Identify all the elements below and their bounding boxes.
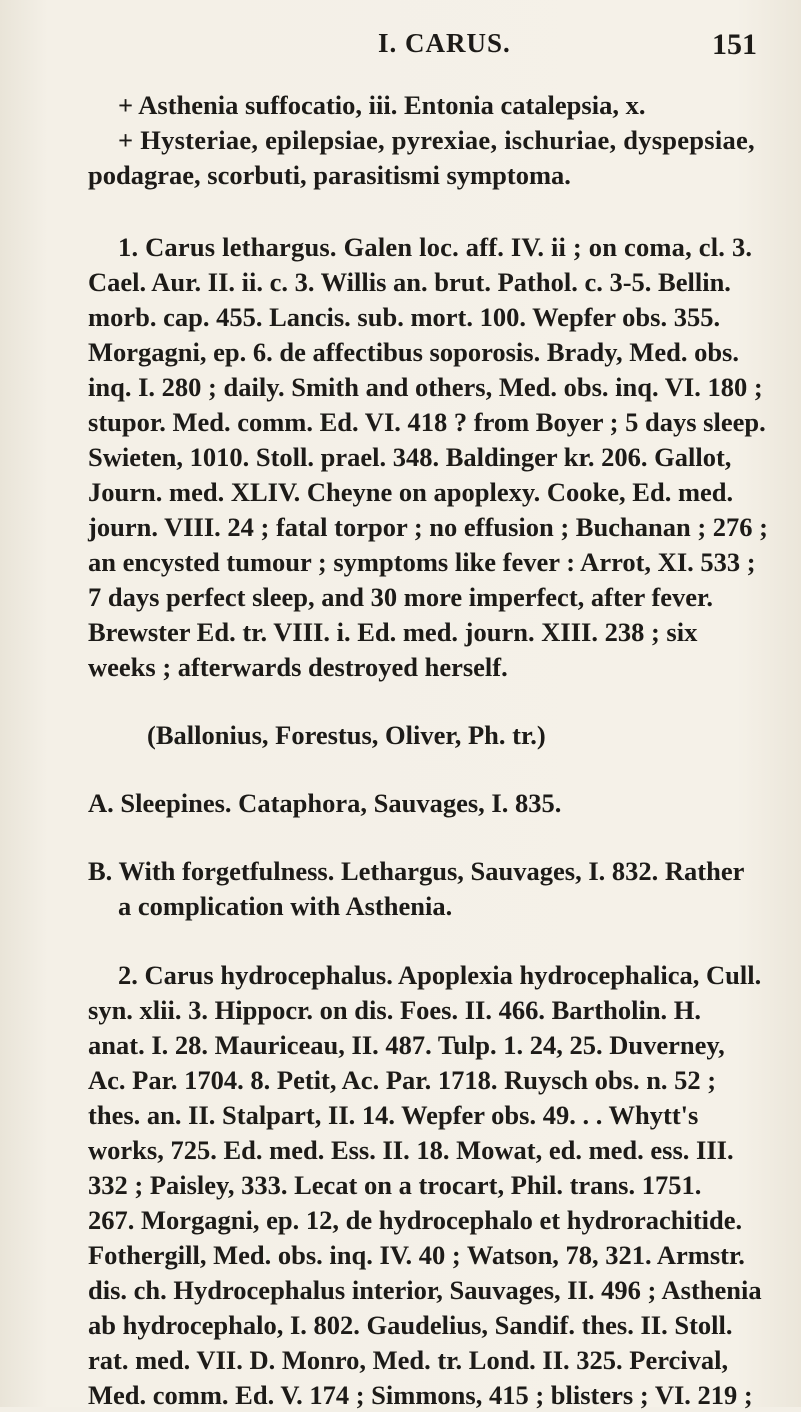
entry1-line-2: Cael. Aur. II. ii. c. 3. Willis an. brut. Pathol. c. 3-5. Bellin. — [88, 267, 731, 297]
entry2-line-7: 332 ; Paisley, 333. Lecat on a trocart, Phil. trans. 1751. — [88, 1170, 702, 1200]
entry2-line-4: Ac. Par. 1704. 8. Petit, Ac. Par. 1718. Ruysch obs. n. 52 ; — [88, 1065, 717, 1095]
entry2-line-10: dis. ch. Hydrocephalus interior, Sauvages, II. 496 ; Asthenia — [88, 1275, 762, 1305]
entry2-line-6: works, 725. Ed. med. Ess. II. 18. Mowat, ed. med. ess. III. — [88, 1135, 734, 1165]
page-number: 151 — [712, 28, 757, 61]
entry2-line-13: Med. comm. Ed. V. 174 ; Simmons, 415 ; blisters ; VI. 219 ; — [88, 1380, 753, 1410]
entry1-line-10: an encysted tumour ; symptoms like fever : Arrot, XI. 533 ; — [88, 547, 756, 577]
entry2-line-5: thes. an. II. Stalpart, II. 14. Wepfer obs. 49. . . Whytt's — [88, 1100, 699, 1130]
entry1-line-7: Swieten, 1010. Stoll. prael. 348. Baldinger kr. 206. Gallot, — [88, 442, 732, 472]
variety-b-line-1: B. With forgetfulness. Lethargus, Sauvages, I. 832. Rather — [88, 856, 745, 886]
entry1-line-4: Morgagni, ep. 6. de affectibus soporosis. Brady, Med. obs. — [88, 337, 739, 367]
variety-a: A. Sleepines. Cataphora, Sauvages, I. 835. — [88, 788, 562, 818]
entry1-line-3: morb. cap. 455. Lancis. sub. mort. 100. Wepfer obs. 355. — [88, 302, 721, 332]
entry1-line-5: inq. I. 280 ; daily. Smith and others, Med. obs. inq. VI. 180 ; — [88, 372, 763, 402]
entry2-line-8: 267. Morgagni, ep. 12, de hydrocephalo et hydrorachitide. — [88, 1205, 743, 1235]
entry2-line-12: rat. med. VII. D. Monro, Med. tr. Lond. II. 325. Percival, — [88, 1345, 729, 1375]
intro-line-1: + Asthenia suffocatio, iii. Entonia catalepsia, x. — [118, 90, 646, 120]
variety-b-line-2: a complication with Asthenia. — [118, 891, 453, 921]
entry1-line-1: 1. Carus lethargus. Galen loc. aff. IV. ii ; on coma, cl. 3. — [118, 232, 753, 262]
entry1-line-12: Brewster Ed. tr. VIII. i. Ed. med. journ. XIII. 238 ; six — [88, 617, 698, 647]
entry1-line-9: journ. VIII. 24 ; fatal torpor ; no effusion ; Buchanan ; 276 ; — [88, 512, 768, 542]
entry2-line-9: Fothergill, Med. obs. inq. IV. 40 ; Watson, 78, 321. Armstr. — [88, 1240, 745, 1270]
entry2-line-11: ab hydrocephalo, I. 802. Gaudelius, Sandif. thes. II. Stoll. — [88, 1310, 733, 1340]
entry2-line-1: 2. Carus hydrocephalus. Apoplexia hydrocephalica, Cull. — [118, 960, 762, 990]
intro-line-3: podagrae, scorbuti, parasitismi symptoma. — [88, 160, 571, 190]
entry1-line-13: weeks ; afterwards destroyed herself. — [88, 652, 508, 682]
running-head: I. CARUS. — [378, 28, 511, 58]
entry1-line-11: 7 days perfect sleep, and 30 more imperfect, after fever. — [88, 582, 714, 612]
entry2-line-2: syn. xlii. 3. Hippocr. on dis. Foes. II. 466. Bartholin. H. — [88, 995, 702, 1025]
entry1-line-6: stupor. Med. comm. Ed. VI. 418 ? from Boyer ; 5 days sleep. — [88, 407, 766, 437]
entry2-line-3: anat. I. 28. Mauriceau, II. 487. Tulp. 1. 24, 25. Duverney, — [88, 1030, 725, 1060]
page-header — [0, 28, 801, 68]
intro-line-2: + Hysteriae, epilepsiae, pyrexiae, ischuriae, dyspepsiae, — [118, 125, 755, 155]
entry1-line-8: Journ. med. XLIV. Cheyne on apoplexy. Cooke, Ed. med. — [88, 477, 734, 507]
synonyms-1: (Ballonius, Forestus, Oliver, Ph. tr.) — [147, 720, 546, 750]
